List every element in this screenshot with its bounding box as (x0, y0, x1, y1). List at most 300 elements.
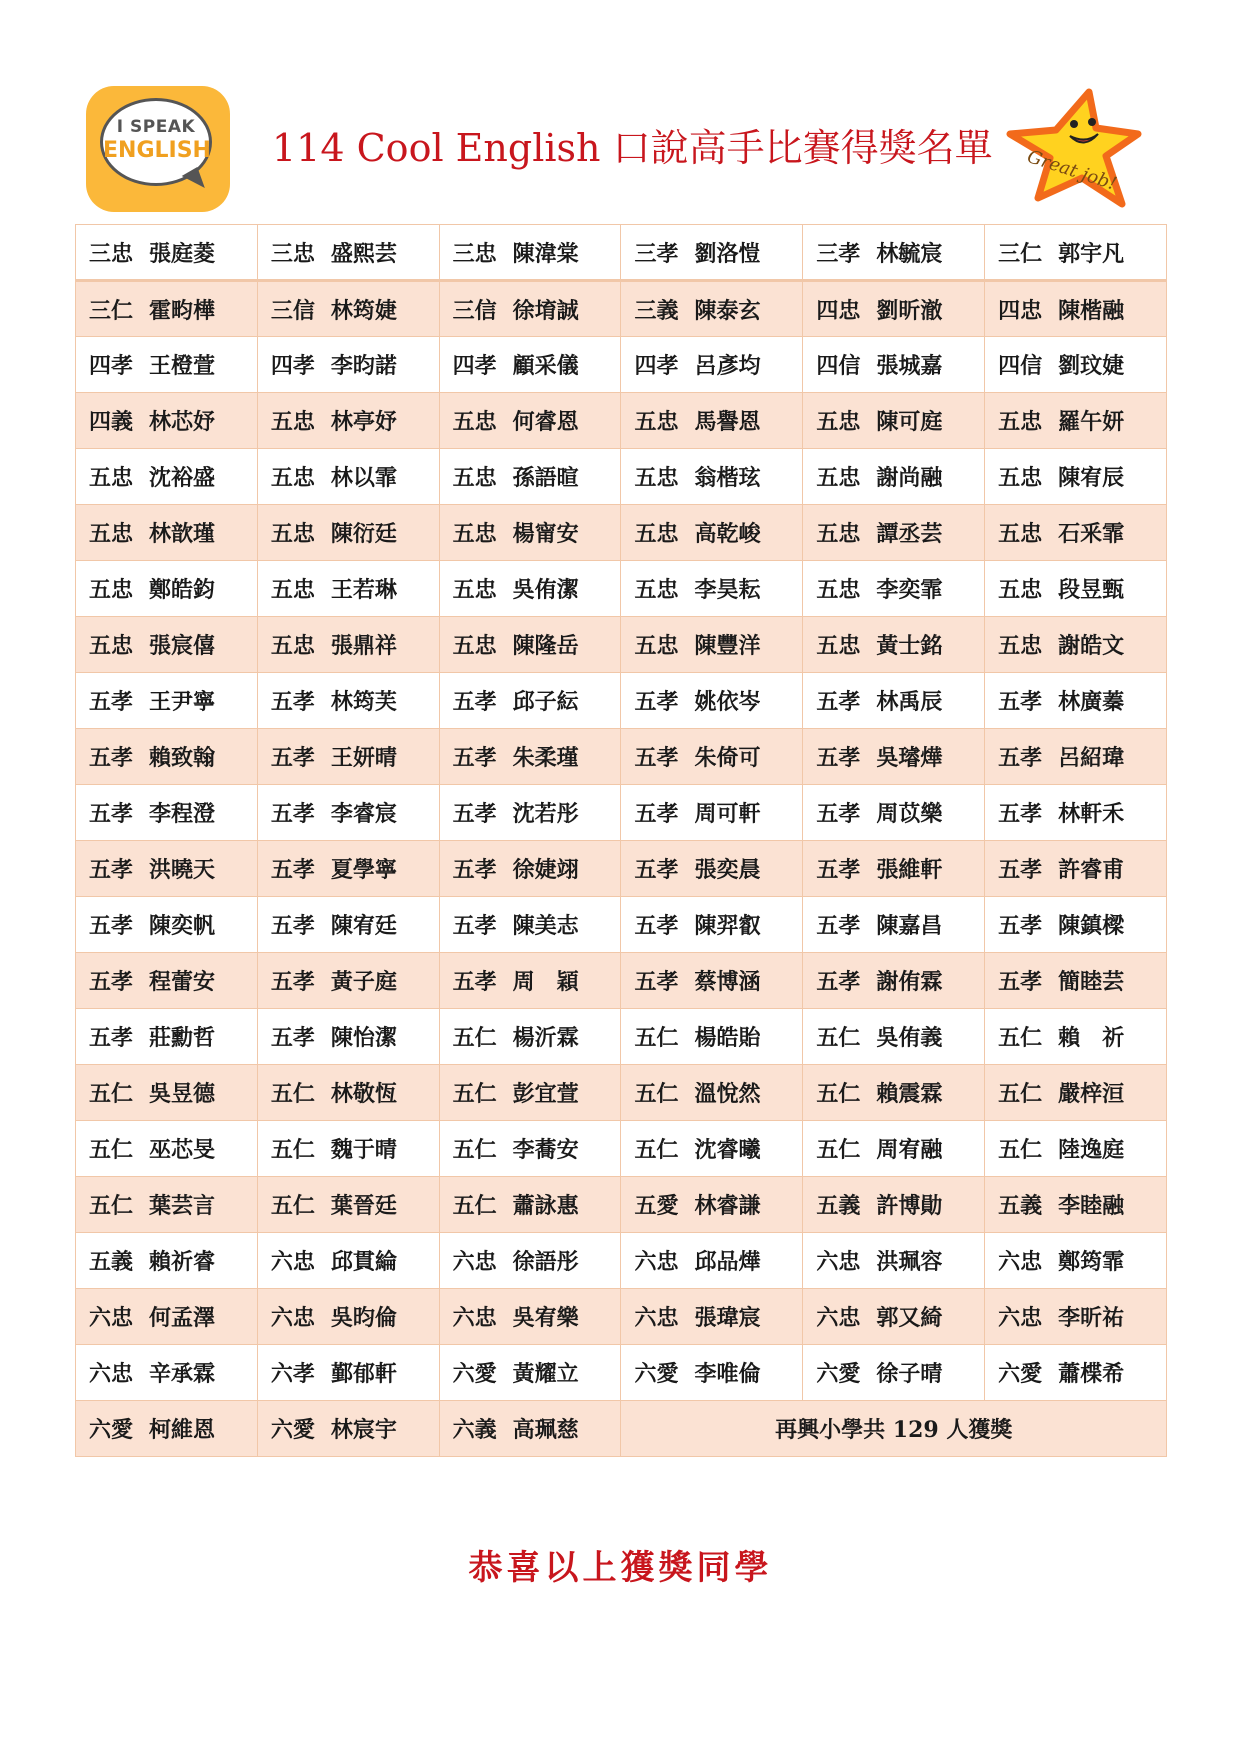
student-name: 林敬恆 (330, 1081, 397, 1107)
winner-cell (985, 505, 1167, 561)
winner-cell (257, 393, 439, 449)
student-name: 沈若彤 (512, 801, 579, 827)
class-label: 五仁 (89, 1193, 134, 1219)
class-label: 五孝 (89, 801, 134, 827)
student-name: 李蕎安 (512, 1137, 579, 1163)
class-label: 四孝 (89, 353, 134, 379)
student-name: 郭宇凡 (1058, 240, 1125, 267)
winner-cell (76, 1065, 258, 1121)
winner-cell (985, 1233, 1167, 1289)
table-row (76, 1065, 1167, 1121)
class-label: 五孝 (270, 1025, 315, 1051)
class-label: 五忠 (452, 633, 497, 659)
class-label: 五忠 (998, 577, 1043, 603)
student-name: 謝尚融 (876, 465, 943, 491)
class-label: 五孝 (452, 801, 497, 827)
class-label: 五仁 (634, 1025, 679, 1051)
class-label: 五義 (998, 1193, 1043, 1219)
student-name: 盛熙芸 (330, 240, 397, 267)
winner-cell (621, 785, 803, 841)
student-name: 陳美志 (512, 913, 579, 939)
winner-cell (439, 1233, 621, 1289)
logo-line1: I SPEAK (116, 117, 196, 137)
student-name: 魏于晴 (330, 1137, 397, 1163)
student-name: 張維軒 (876, 857, 943, 883)
student-name: 張庭菱 (149, 240, 216, 267)
student-name: 林廣蓁 (1058, 689, 1125, 715)
student-name: 陳楷融 (1058, 297, 1125, 324)
winner-cell (985, 841, 1167, 897)
student-name: 林芯妤 (149, 409, 216, 435)
student-name: 巫芯旻 (149, 1137, 216, 1163)
class-label: 五忠 (270, 409, 315, 435)
winner-cell (76, 1345, 258, 1401)
winner-cell (439, 561, 621, 617)
class-label: 四孝 (452, 353, 497, 379)
winner-cell (76, 225, 258, 281)
student-name: 葉芸言 (149, 1193, 216, 1219)
class-label: 五孝 (816, 969, 861, 995)
class-label: 五忠 (270, 521, 315, 547)
class-label: 六愛 (634, 1361, 679, 1387)
class-label: 五仁 (816, 1025, 861, 1051)
student-name: 陳鎮樑 (1058, 913, 1125, 939)
student-name: 王尹寧 (149, 689, 216, 715)
class-label: 五忠 (816, 633, 861, 659)
student-name: 陳宥廷 (330, 913, 397, 939)
student-name: 朱倚可 (694, 745, 761, 771)
class-label: 三忠 (452, 240, 497, 267)
class-label: 五忠 (998, 465, 1043, 491)
class-label: 五仁 (270, 1137, 315, 1163)
winner-cell (257, 785, 439, 841)
winner-cell (621, 1289, 803, 1345)
student-name: 簡睦芸 (1058, 969, 1125, 995)
winner-cell (803, 1065, 985, 1121)
class-label: 五仁 (452, 1193, 497, 1219)
winner-cell (621, 897, 803, 953)
logo-line2: ENGLISH (103, 138, 211, 163)
winner-cell (257, 1121, 439, 1177)
student-name: 賴致翰 (149, 745, 216, 771)
student-name: 王橙萱 (149, 353, 216, 379)
winner-cell (76, 449, 258, 505)
congratulations-text: 恭喜以上獲獎同學 (468, 1548, 773, 1588)
winner-cell (76, 953, 258, 1009)
student-name: 嚴梓洹 (1058, 1081, 1125, 1107)
winner-cell (985, 1065, 1167, 1121)
student-name: 譚丞芸 (876, 521, 943, 547)
student-name: 謝皓文 (1058, 633, 1125, 659)
table-row (76, 1345, 1167, 1401)
student-name: 楊甯安 (512, 521, 579, 547)
student-name: 孫語暄 (512, 465, 579, 491)
class-label: 六愛 (452, 1361, 497, 1387)
class-label: 五忠 (816, 409, 861, 435)
student-name: 何睿恩 (512, 409, 579, 435)
student-name: 呂彥均 (694, 353, 761, 379)
winner-cell (803, 225, 985, 281)
student-name: 翁楷玹 (694, 465, 761, 491)
winner-cell (621, 1065, 803, 1121)
winner-cell (257, 505, 439, 561)
winner-cell (439, 729, 621, 785)
student-name: 林禹辰 (876, 689, 943, 715)
class-label: 六忠 (634, 1249, 679, 1275)
winner-cell (803, 1233, 985, 1289)
class-label: 五孝 (634, 969, 679, 995)
student-name: 黃耀立 (512, 1361, 579, 1387)
winner-cell (803, 337, 985, 393)
student-name: 黃士銘 (876, 633, 943, 659)
winner-cell (985, 729, 1167, 785)
winner-cell (76, 785, 258, 841)
winner-cell (985, 785, 1167, 841)
winner-cell (257, 617, 439, 673)
student-name: 邱子紜 (512, 689, 579, 715)
student-name: 陳羿叡 (694, 913, 761, 939)
class-label: 五仁 (634, 1137, 679, 1163)
class-label: 六孝 (270, 1361, 315, 1387)
winner-cell (803, 617, 985, 673)
class-label: 五忠 (634, 465, 679, 491)
class-label: 六忠 (816, 1249, 861, 1275)
class-label: 五孝 (270, 801, 315, 827)
table-row (76, 1177, 1167, 1233)
star-text: Great job! (1024, 146, 1120, 195)
student-name: 段昱甄 (1058, 577, 1125, 603)
winner-cell (76, 673, 258, 729)
student-name: 王妍晴 (330, 745, 397, 771)
student-name: 徐子晴 (876, 1361, 943, 1387)
winner-cell (76, 841, 258, 897)
class-label: 五孝 (452, 857, 497, 883)
class-label: 五孝 (270, 969, 315, 995)
winner-cell (621, 617, 803, 673)
class-label: 六忠 (89, 1305, 134, 1331)
class-label: 五仁 (452, 1025, 497, 1051)
winner-cell (803, 505, 985, 561)
table-row (76, 1009, 1167, 1065)
student-name: 黃子庭 (330, 969, 397, 995)
class-label: 五孝 (634, 801, 679, 827)
student-name: 楊皓貽 (694, 1025, 761, 1051)
student-name: 吳昱德 (149, 1081, 216, 1107)
winner-cell (985, 1121, 1167, 1177)
student-name: 張宸僖 (149, 633, 216, 659)
winner-cell (257, 449, 439, 505)
table-row (76, 281, 1167, 337)
class-label: 五忠 (634, 409, 679, 435)
winner-cell (803, 1009, 985, 1065)
class-label: 四信 (816, 353, 861, 379)
class-label: 五忠 (89, 521, 134, 547)
winner-cell (985, 897, 1167, 953)
winner-cell (985, 1345, 1167, 1401)
student-name: 陸逸庭 (1058, 1137, 1125, 1163)
student-name: 林筠婕 (330, 297, 397, 324)
winner-cell (985, 1177, 1167, 1233)
winner-cell (257, 1345, 439, 1401)
class-label: 五仁 (998, 1137, 1043, 1163)
winner-cell (803, 1121, 985, 1177)
winner-cell (621, 225, 803, 281)
winner-cell (257, 281, 439, 337)
winner-cell (621, 337, 803, 393)
winner-cell (76, 561, 258, 617)
great-job-star-icon (1004, 86, 1144, 216)
student-name: 陳隆岳 (512, 633, 579, 659)
table-row (76, 1289, 1167, 1345)
student-name: 高珮慈 (512, 1417, 579, 1443)
winner-cell (985, 1009, 1167, 1065)
class-label: 三信 (452, 297, 497, 324)
student-name: 沈睿曦 (694, 1137, 761, 1163)
winner-cell (439, 1121, 621, 1177)
student-name: 周宥融 (876, 1137, 943, 1163)
class-label: 五孝 (816, 745, 861, 771)
student-name: 蕭詠惠 (512, 1193, 579, 1219)
student-name: 邱貫綸 (330, 1249, 397, 1275)
class-label: 五孝 (89, 689, 134, 715)
winner-cell (621, 1345, 803, 1401)
class-label: 五孝 (998, 745, 1043, 771)
class-label: 五孝 (816, 913, 861, 939)
winner-cell (439, 673, 621, 729)
student-name: 辛承霖 (149, 1361, 216, 1387)
winner-cell (803, 393, 985, 449)
table-row (76, 897, 1167, 953)
student-name: 徐婕翊 (512, 857, 579, 883)
winner-cell (439, 897, 621, 953)
student-name: 石釆霏 (1058, 521, 1125, 547)
class-label: 五孝 (452, 745, 497, 771)
winner-cell (985, 281, 1167, 337)
class-label: 六忠 (452, 1249, 497, 1275)
winner-cell (257, 673, 439, 729)
winner-cell (985, 225, 1167, 281)
class-label: 四忠 (998, 297, 1043, 324)
winner-cell (621, 1233, 803, 1289)
class-label: 五孝 (634, 689, 679, 715)
award-table (75, 224, 1167, 1457)
class-label: 五忠 (89, 577, 134, 603)
winner-cell (257, 1065, 439, 1121)
winner-cell (803, 841, 985, 897)
student-name: 劉洛愷 (694, 240, 761, 267)
class-label: 三孝 (634, 240, 679, 267)
class-label: 五仁 (634, 1081, 679, 1107)
class-label: 五孝 (270, 913, 315, 939)
winner-cell (257, 1289, 439, 1345)
student-name: 周可軒 (694, 801, 761, 827)
winner-cell (257, 1177, 439, 1233)
student-name: 洪曉天 (149, 857, 216, 883)
class-label: 四孝 (634, 353, 679, 379)
winner-cell (257, 1009, 439, 1065)
class-label: 五忠 (270, 577, 315, 603)
student-name: 陳可庭 (876, 409, 943, 435)
student-name: 鄭筠霏 (1058, 1249, 1125, 1275)
class-label: 五孝 (998, 913, 1043, 939)
student-name: 吳侑潔 (512, 577, 579, 603)
class-label: 五義 (89, 1249, 134, 1275)
class-label: 五忠 (89, 633, 134, 659)
class-label: 五孝 (452, 689, 497, 715)
winner-cell (257, 561, 439, 617)
winner-cell (76, 1401, 258, 1457)
class-label: 五孝 (89, 745, 134, 771)
student-name: 徐堉誠 (512, 297, 579, 324)
student-name: 周 穎 (512, 969, 579, 995)
class-label: 五孝 (452, 913, 497, 939)
star-eye-left (1070, 120, 1078, 128)
student-name: 陳泰玄 (694, 297, 761, 324)
class-label: 五忠 (634, 521, 679, 547)
student-name: 吳昀倫 (330, 1305, 397, 1331)
student-name: 彭宜萱 (512, 1081, 579, 1107)
student-name: 陳衍廷 (330, 521, 397, 547)
student-name: 張奕晨 (694, 857, 761, 883)
student-name: 陳奕帆 (149, 913, 216, 939)
class-label: 六忠 (270, 1305, 315, 1331)
student-name: 許睿甫 (1058, 857, 1125, 883)
award-summary: 再興小學共 129 人獲獎 (621, 1401, 1167, 1457)
winner-cell (76, 1009, 258, 1065)
class-label: 五仁 (816, 1081, 861, 1107)
class-label: 三仁 (998, 240, 1043, 267)
table-row (76, 953, 1167, 1009)
winner-cell (76, 1177, 258, 1233)
student-name: 林亭妤 (330, 409, 397, 435)
student-name: 吳璿燁 (876, 745, 943, 771)
student-name: 邱品燁 (694, 1249, 761, 1275)
table-row (76, 617, 1167, 673)
class-label: 三義 (634, 297, 679, 324)
class-label: 五孝 (89, 969, 134, 995)
student-name: 何孟澤 (149, 1305, 216, 1331)
class-label: 五孝 (816, 801, 861, 827)
class-label: 五忠 (998, 409, 1043, 435)
winner-cell (985, 1289, 1167, 1345)
winner-cell (985, 673, 1167, 729)
student-name: 陳怡潔 (330, 1025, 397, 1051)
winner-cell (76, 1121, 258, 1177)
winner-cell (439, 841, 621, 897)
class-label: 六愛 (89, 1417, 134, 1443)
student-name: 徐語彤 (512, 1249, 579, 1275)
student-name: 莊勳哲 (149, 1025, 216, 1051)
class-label: 六忠 (634, 1305, 679, 1331)
winner-cell (76, 1289, 258, 1345)
i-speak-english-logo (86, 86, 230, 212)
student-name: 賴 祈 (1058, 1025, 1125, 1051)
table-row (76, 505, 1167, 561)
table-row (76, 225, 1167, 281)
class-label: 三信 (270, 297, 315, 324)
winner-cell (621, 1121, 803, 1177)
class-label: 五忠 (270, 633, 315, 659)
class-label: 六愛 (998, 1361, 1043, 1387)
winner-cell (621, 729, 803, 785)
winner-cell (439, 1401, 621, 1457)
student-name: 吳侑義 (876, 1025, 943, 1051)
winner-cell (257, 1233, 439, 1289)
student-name: 林軒禾 (1058, 801, 1125, 827)
class-label: 三孝 (816, 240, 861, 267)
student-name: 霍畇樺 (149, 297, 216, 324)
student-name: 沈裕盛 (149, 465, 216, 491)
student-name: 張瑋宸 (694, 1305, 761, 1331)
class-label: 六忠 (816, 1305, 861, 1331)
table-row (76, 449, 1167, 505)
student-name: 陳豐洋 (694, 633, 761, 659)
class-label: 六愛 (270, 1417, 315, 1443)
winner-cell (257, 841, 439, 897)
class-label: 五忠 (998, 521, 1043, 547)
student-name: 周苡樂 (876, 801, 943, 827)
student-name: 謝侑霖 (876, 969, 943, 995)
class-label: 六忠 (270, 1249, 315, 1275)
student-name: 柯維恩 (149, 1417, 216, 1443)
winner-cell (76, 729, 258, 785)
class-label: 五忠 (452, 521, 497, 547)
winner-cell (76, 281, 258, 337)
winner-cell (439, 953, 621, 1009)
winner-cell (621, 1009, 803, 1065)
student-name: 顧采儀 (512, 353, 579, 379)
class-label: 五孝 (89, 857, 134, 883)
class-label: 四忠 (816, 297, 861, 324)
winner-cell (439, 337, 621, 393)
winner-cell (76, 1233, 258, 1289)
class-label: 五孝 (998, 801, 1043, 827)
winner-cell (76, 897, 258, 953)
winner-cell (257, 225, 439, 281)
student-name: 羅午妍 (1058, 409, 1125, 435)
table-row (76, 1401, 1167, 1457)
winner-cell (985, 617, 1167, 673)
student-name: 林以霏 (330, 465, 397, 491)
class-label: 五仁 (998, 1025, 1043, 1051)
class-label: 五忠 (452, 577, 497, 603)
student-name: 朱柔瑾 (512, 745, 579, 771)
winner-cell (439, 1009, 621, 1065)
winner-cell (803, 785, 985, 841)
winner-cell (985, 561, 1167, 617)
winner-cell (803, 1345, 985, 1401)
student-name: 劉玟婕 (1058, 353, 1125, 379)
winner-cell (76, 505, 258, 561)
table-row (76, 673, 1167, 729)
class-label: 五忠 (89, 465, 134, 491)
student-name: 洪珮容 (876, 1249, 943, 1275)
student-name: 李奕霏 (876, 577, 943, 603)
table-row (76, 785, 1167, 841)
winner-cell (985, 337, 1167, 393)
table-row (76, 841, 1167, 897)
winner-cell (439, 785, 621, 841)
winner-cell (257, 337, 439, 393)
winner-cell (621, 953, 803, 1009)
class-label: 五孝 (89, 1025, 134, 1051)
class-label: 五仁 (998, 1081, 1043, 1107)
class-label: 六忠 (89, 1361, 134, 1387)
class-label: 五忠 (634, 633, 679, 659)
winner-cell (803, 729, 985, 785)
winner-cell (439, 505, 621, 561)
class-label: 四義 (89, 409, 134, 435)
